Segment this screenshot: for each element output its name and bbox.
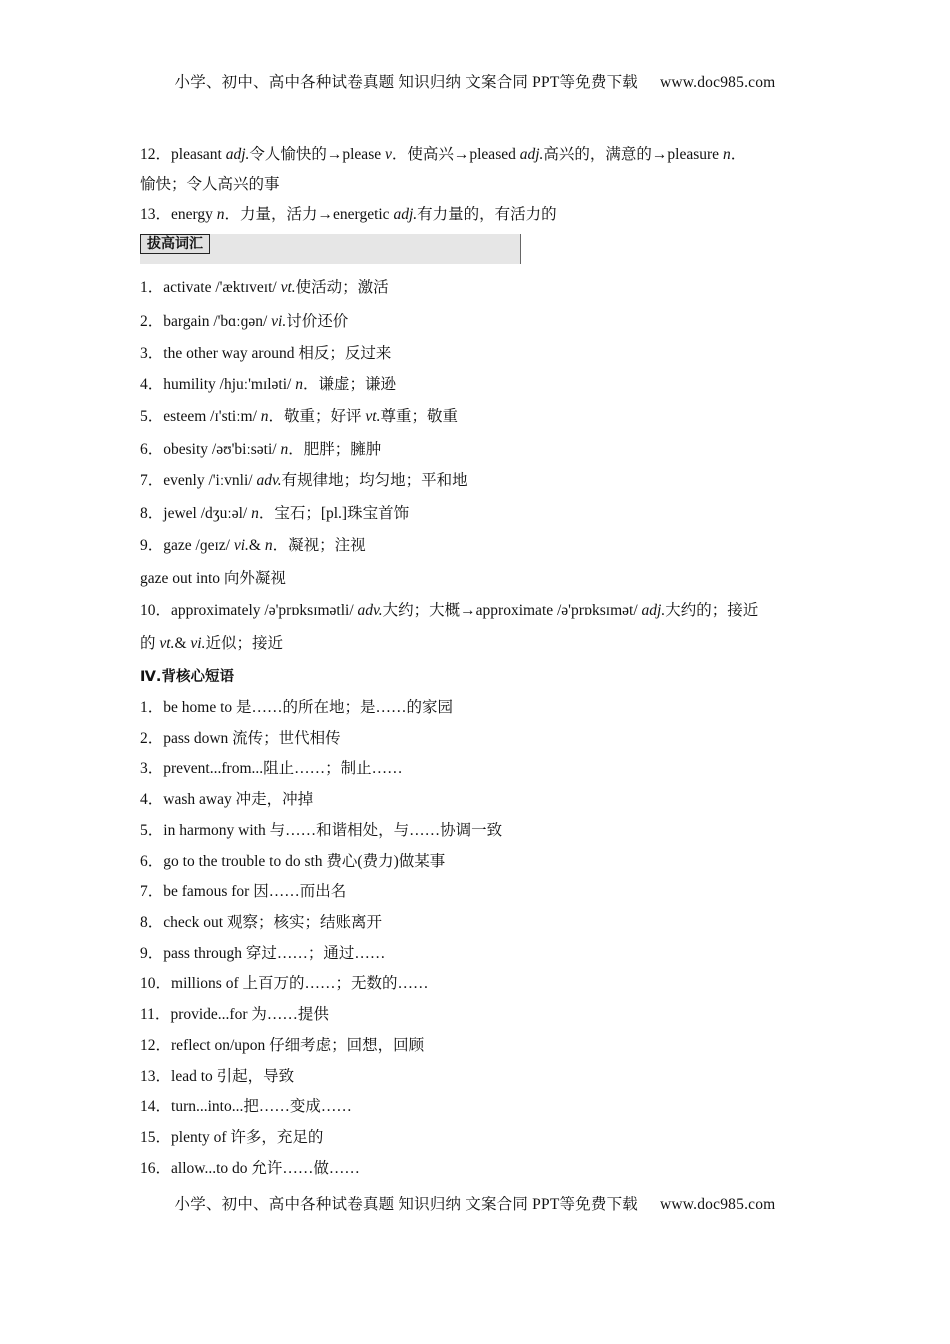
- phrase-item: 5．in harmony with 与……和谐相处，与……协调一致: [140, 822, 503, 839]
- footer-url[interactable]: www.doc985.com: [659, 1196, 776, 1213]
- intro-line-13: 13．energy n．力量，活力→energetic adj.有力量的，有活力的: [140, 206, 557, 223]
- phrase-item: 1．be home to 是……的所在地；是……的家园: [140, 699, 454, 716]
- phrase-item: 8．check out 观察；核实；结账离开: [140, 914, 382, 931]
- section-vocab-bar: [140, 234, 521, 264]
- phrase-item: 7．be famous for 因……而出名: [140, 883, 347, 900]
- vocab-item: 2．bargain /'bɑːɡən/ vi.讨价还价: [140, 313, 349, 330]
- vocab-item-approx-cont: 的 vt.& vi.近似；接近: [140, 635, 283, 652]
- phrase-item: 2．pass down 流传；世代相传: [140, 730, 341, 747]
- gaze-phrase: gaze out into 向外凝视: [140, 570, 286, 587]
- vocab-item-approx: 10．approximately /ə'prɒksɪmətli/ adv.大约；大概→approximate /ə'prɒksɪmət/ adj.大约的；接近: [140, 602, 759, 619]
- phrase-item: 10．millions of 上百万的……；无数的……: [140, 975, 429, 992]
- page-header: [0, 70, 950, 92]
- vocab-item: 5．esteem /ɪ'stiːm/ n．敬重；好评 vt.尊重；敬重: [140, 408, 458, 425]
- phrase-item: 3．prevent...from...阻止……；制止……: [140, 760, 403, 777]
- phrase-item: 6．go to the trouble to do sth 费心(费力)做某事: [140, 853, 446, 870]
- header-text: 小学、初中、高中各种试卷真题 知识归纳 文案合同 PPT等免费下载: [174, 74, 638, 91]
- page-footer: [0, 1192, 950, 1214]
- intro-line-12: 12．pleasant adj.令人愉快的→please v．使高兴→pleased adj.高兴的，满意的→pleasure n．: [140, 146, 747, 163]
- vocab-item: 4．humility /hjuː'mɪləti/ n．谦虚；谦逊: [140, 376, 396, 393]
- phrase-item: 16．allow...to do 允许……做……: [140, 1160, 360, 1177]
- phrase-item: 9．pass through 穿过……；通过……: [140, 945, 386, 962]
- vocab-item: 8．jewel /dʒuːəl/ n．宝石；[pl.]珠宝首饰: [140, 505, 410, 522]
- vocab-item: 6．obesity /əʊ'biːsəti/ n．肥胖；臃肿: [140, 441, 382, 458]
- section-phrases-title: Ⅳ.背核心短语: [140, 669, 234, 685]
- vocab-item: 3．the other way around 相反；反过来: [140, 345, 392, 362]
- footer-text: 小学、初中、高中各种试卷真题 知识归纳 文案合同 PPT等免费下载: [174, 1196, 638, 1213]
- phrase-item: 14．turn...into...把……变成……: [140, 1098, 352, 1115]
- phrase-item: 11．provide...for 为……提供: [140, 1006, 329, 1023]
- vocab-item: 7．evenly /'iːvnli/ adv.有规律地；均匀地；平和地: [140, 472, 468, 489]
- section-vocab-title: 拔高词汇: [140, 234, 210, 254]
- header-url[interactable]: www.doc985.com: [659, 74, 776, 91]
- vocab-item: 1．activate /'æktɪveɪt/ vt.使活动；激活: [140, 279, 389, 296]
- phrase-item: 12．reflect on/upon 仔细考虑；回想，回顾: [140, 1037, 425, 1054]
- phrase-item: 15．plenty of 许多，充足的: [140, 1129, 324, 1146]
- intro-line-12-cont: 愉快；令人高兴的事: [140, 176, 280, 193]
- vocab-item: 9．gaze /ɡeɪz/ vi.& n．凝视；注视: [140, 537, 366, 554]
- phrase-item: 4．wash away 冲走，冲掉: [140, 791, 314, 808]
- phrase-item: 13．lead to 引起，导致: [140, 1068, 295, 1085]
